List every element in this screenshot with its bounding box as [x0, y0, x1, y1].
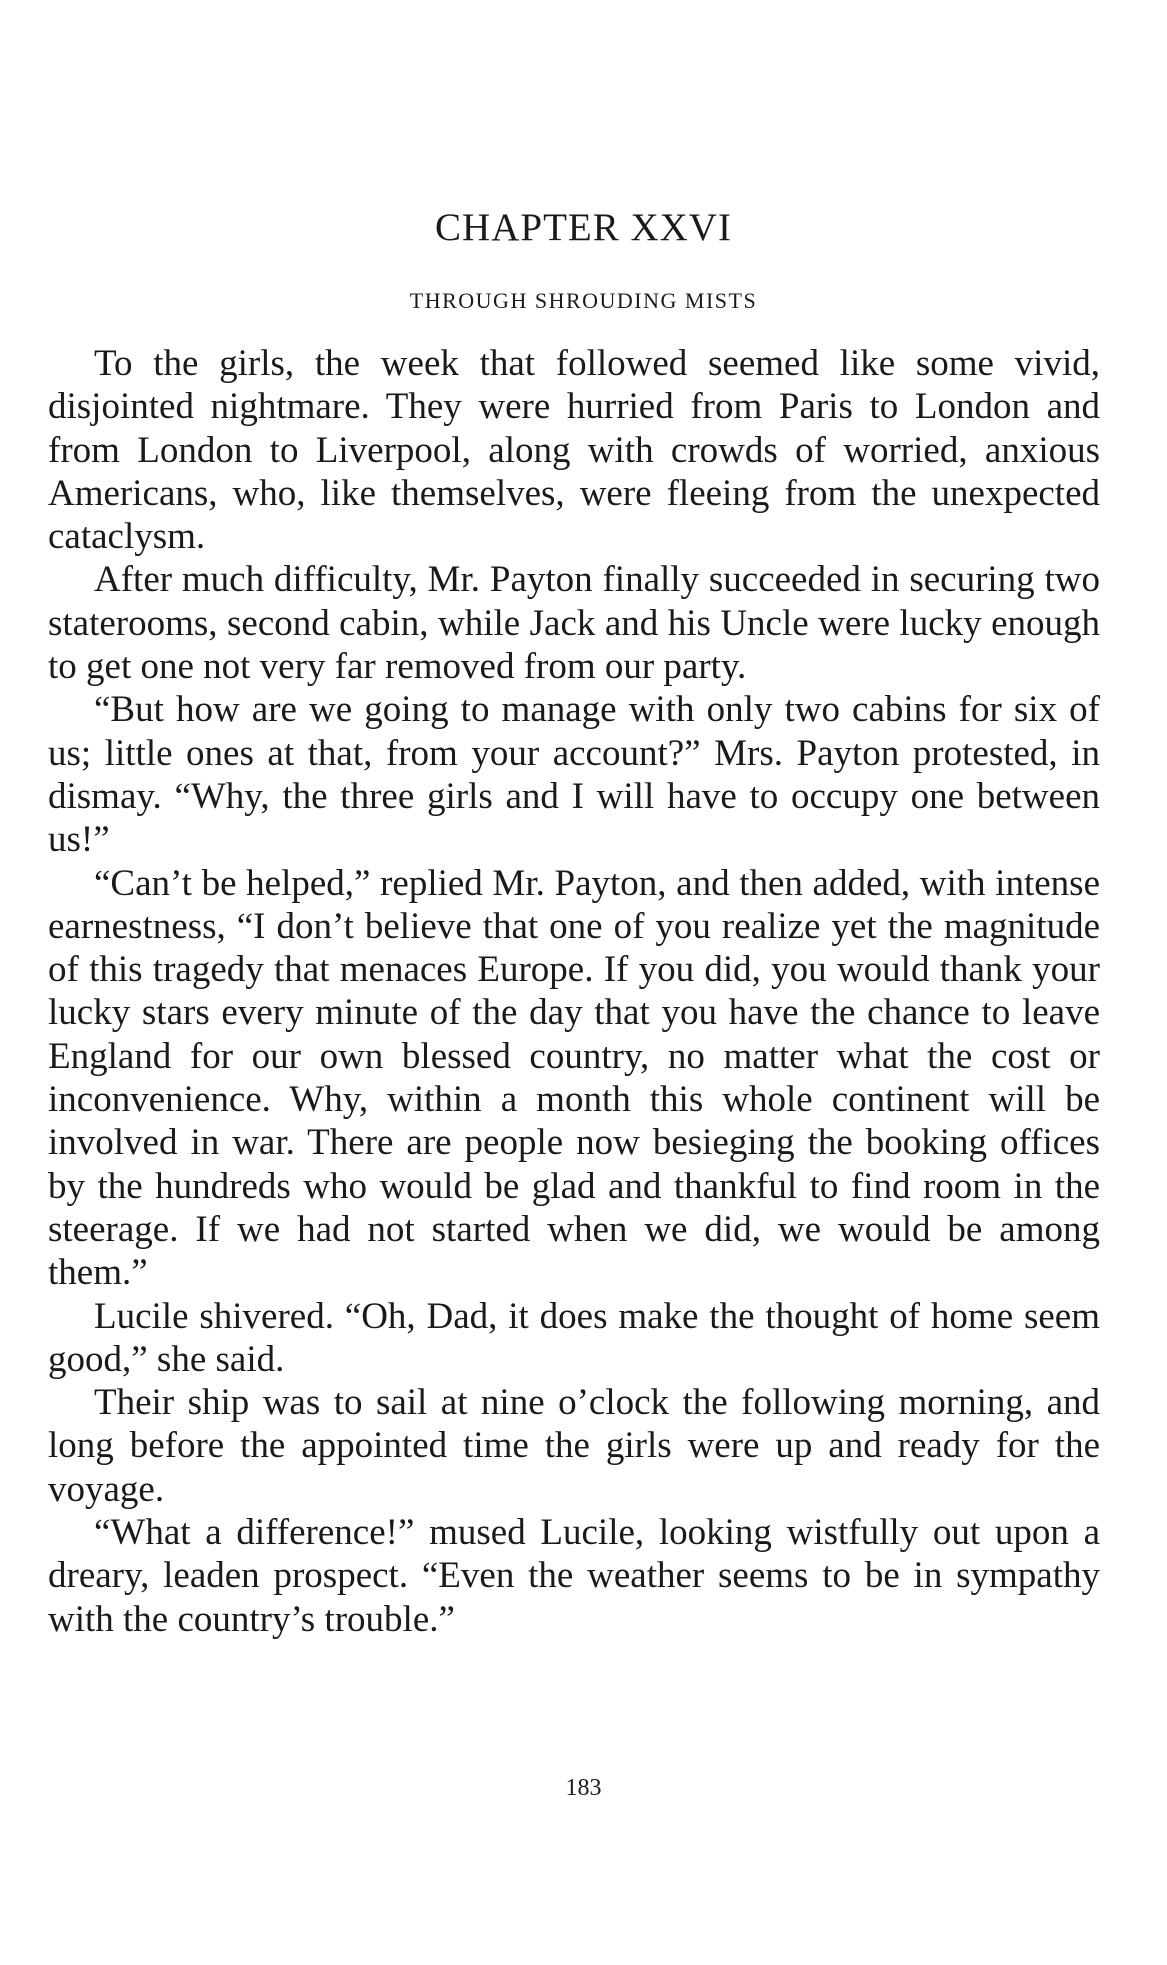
- paragraph: “Can’t be helped,” replied Mr. Payton, and then added, with intense earnestness, “I don’t believe that one of you realize yet the magnitude of this tragedy that menaces Europe. If you did, you would thank your lucky stars every minute of the day that you have the chance to leave England for our own blessed country, no matter what the cost or inconvenience. Why, within a month this whole continent will be involved in war. There are people now besieging the booking offices by the hundreds who would be glad and thankful to find room in the steerage. If we had not started when we did, we would be among them.”: [48, 862, 1100, 1294]
- paragraph: Lucile shivered. “Oh, Dad, it does make the thought of home seem good,” she said.: [48, 1295, 1100, 1380]
- paragraph: “What a difference!” mused Lucile, looking wistfully out upon a dreary, leaden prospect. “Even the weather seems to be in sympathy with the country’s trouble.”: [48, 1512, 1100, 1640]
- page-number: 183: [565, 1775, 602, 1801]
- paragraph: To the girls, the week that followed seemed like some vivid, disjointed nightmare. They were hurried from Paris to London and from London to Liverpool, along with crowds of worried, anxious Americans, who, like themselves, were fleeing from the unexpected cataclysm.: [48, 343, 1100, 558]
- chapter-title: CHAPTER XXVI: [435, 206, 732, 249]
- paragraph: “But how are we going to manage with only two cabins for six of us; little ones at that, from your account?” Mrs. Payton protested, in dismay. “Why, the three girls and I will have to occupy one between us!”: [48, 689, 1100, 861]
- chapter-subtitle: THROUGH SHROUDING MISTS: [409, 288, 758, 313]
- paragraph: Their ship was to sail at nine o’clock the following morning, and long before the appointed time the girls were up and ready for the voyage.: [48, 1382, 1100, 1510]
- body-text: [48, 342, 1100, 1641]
- paragraph: After much difficulty, Mr. Payton finally succeeded in securing two staterooms, second cabin, while Jack and his Uncle were lucky enough to get one not very far removed from our party.: [48, 559, 1100, 688]
